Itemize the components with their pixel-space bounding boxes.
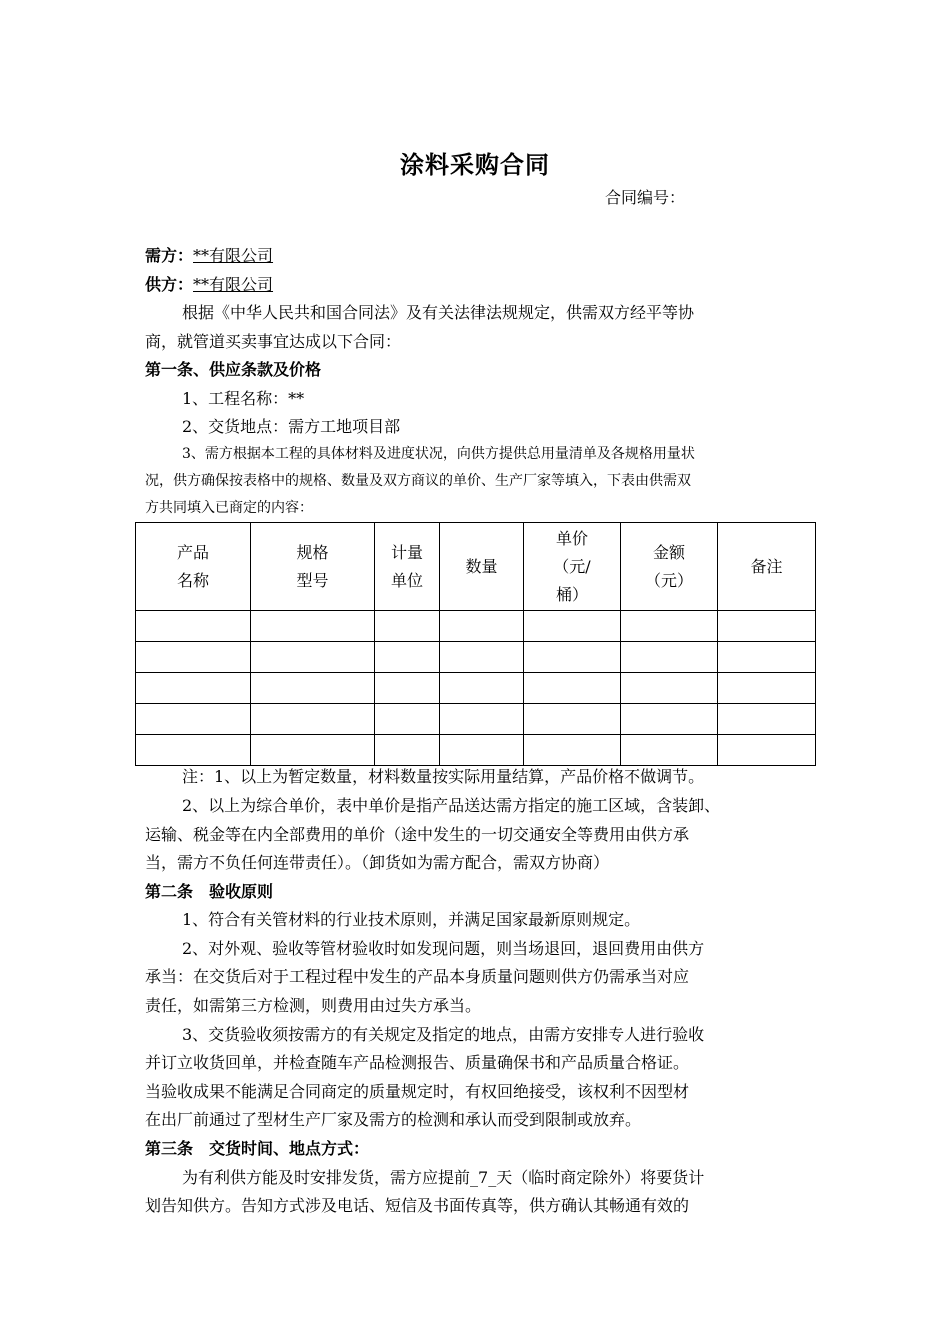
table-cell: [136, 642, 251, 673]
supplier-line: [145, 270, 815, 299]
header-remarks: 备注: [718, 523, 816, 611]
table-cell: [440, 611, 524, 642]
table-cell: [251, 735, 375, 766]
article-2-p3-line-3: 当验收成果不能满足合同商定的质量规定时，有权回绝接受，该权利不因型材: [145, 1082, 690, 1101]
table-cell: [375, 611, 440, 642]
table-cell: [621, 673, 718, 704]
supplier-label: 供方：: [145, 275, 194, 294]
header-quantity: 数量: [440, 523, 524, 611]
table-row: [136, 673, 816, 704]
table-cell: [251, 611, 375, 642]
article-3-p1-post: 天（临时商定除外）将要货计: [496, 1168, 705, 1187]
table-cell: [718, 642, 816, 673]
table-cell: [440, 673, 524, 704]
table-cell: [375, 642, 440, 673]
table-row: [136, 704, 816, 735]
table-cell: [718, 673, 816, 704]
table-cell: [524, 704, 621, 735]
table-cell: [136, 673, 251, 704]
table-cell: [136, 704, 251, 735]
note-2-line-3: 当，需方不负任何连带责任）。（卸货如为需方配合，需双方协商）: [145, 853, 610, 872]
table-cell: [524, 611, 621, 642]
article-3-heading: 第三条 交货时间、地点方式：: [145, 1139, 370, 1158]
article-1-item-2: 2、交货地点：需方工地项目部: [182, 417, 401, 436]
table-cell: [524, 735, 621, 766]
table-cell: [136, 735, 251, 766]
table-cell: [524, 673, 621, 704]
note-2-line-1: 2、以上为综合单价，表中单价是指产品送达需方指定的施工区域，含装卸、: [182, 796, 721, 815]
supplier-name: **有限公司: [193, 275, 274, 294]
article-2-p3-line-1: 3、交货验收须按需方的有关规定及指定的地点，由需方安排专人进行验收: [182, 1025, 705, 1044]
header-product-name: 产品 名称: [136, 523, 251, 611]
table-cell: [718, 611, 816, 642]
intro-line-2: 商，就管道买卖事宜达成以下合同：: [145, 332, 402, 351]
table-cell: [375, 735, 440, 766]
header-amount: 金额 （元）: [621, 523, 718, 611]
article-2-p2-line-1: 2、对外观、验收等管材验收时如发现问题，则当场退回，退回费用由供方: [182, 939, 705, 958]
table-cell: [440, 642, 524, 673]
contract-number-label: 合同编号：: [605, 188, 686, 207]
intro-line-1: 根据《中华人民共和国合同法》及有关法律法规规定，供需双方经平等协: [182, 303, 695, 322]
article-2-p2-line-3: 责任，如需第三方检测，则费用由过失方承当。: [145, 996, 482, 1015]
article-1-item-3-line-2: 况，供方确保按表格中的规格、数量及双方商议的单价、生产厂家等填入，下表由供需双: [145, 473, 691, 489]
table-cell: [440, 704, 524, 735]
article-2-p3-line-2: 并订立收货回单，并检查随车产品检测报告、质量确保书和产品质量合格证。: [145, 1053, 690, 1072]
table-cell: [621, 735, 718, 766]
table-cell: [621, 704, 718, 735]
table-row: [136, 611, 816, 642]
table-cell: [251, 673, 375, 704]
article-2-heading: 第二条 验收原则: [145, 882, 274, 901]
article-1-item-3-line-3: 方共同填入已商定的内容：: [145, 500, 313, 516]
table-cell: [251, 642, 375, 673]
buyer-name: **有限公司: [193, 246, 274, 265]
table-cell: [621, 642, 718, 673]
table-cell: [440, 735, 524, 766]
table-row: [136, 642, 816, 673]
table-cell: [375, 704, 440, 735]
table-header-row: [136, 523, 816, 611]
article-2-p2-line-2: 承当：在交货后对于工程过程中发生的产品本身质量问题则供方仍需承当对应: [145, 967, 690, 986]
buyer-label: 需方：: [145, 246, 194, 265]
article-2-p3-line-4: 在出厂前通过了型材生产厂家及需方的检测和承认而受到限制或放弃。: [145, 1110, 642, 1129]
header-unit-price: 单价 （元/ 桶）: [524, 523, 621, 611]
table-cell: [136, 611, 251, 642]
advance-days: _7_: [470, 1168, 497, 1187]
table-cell: [718, 704, 816, 735]
article-3-p1-line-1: [182, 1163, 852, 1192]
table-cell: [621, 611, 718, 642]
article-3-p1-line-2: 划告知供方。告知方式涉及电话、短信及书面传真等，供方确认其畅通有效的: [145, 1196, 690, 1215]
price-table: [135, 522, 816, 766]
note-1: 注：1、以上为暂定数量，材料数量按实际用量结算，产品价格不做调节。: [182, 767, 705, 786]
article-1-item-3-line-1: 3、需方根据本工程的具体材料及进度状况，向供方提供总用量清单及各规格用量状: [182, 446, 695, 462]
buyer-line: [145, 241, 815, 270]
article-1-item-1: 1、工程名称：**: [182, 389, 305, 408]
header-unit: 计量 单位: [375, 523, 440, 611]
table-cell: [718, 735, 816, 766]
page-title: 涂料采购合同: [400, 151, 550, 179]
table-cell: [375, 673, 440, 704]
article-3-p1-pre: 为有利供方能及时安排发货，需方应提前: [182, 1168, 471, 1187]
table-cell: [524, 642, 621, 673]
table-row: [136, 735, 816, 766]
table-cell: [251, 704, 375, 735]
header-spec-model: 规格 型号: [251, 523, 375, 611]
article-2-p1: 1、符合有关管材料的行业技术原则，并满足国家最新原则规定。: [182, 910, 641, 929]
article-1-heading: 第一条、供应条款及价格: [145, 360, 322, 379]
note-2-line-2: 运输、税金等在内全部费用的单价（途中发生的一切交通安全等费用由供方承: [145, 825, 690, 844]
